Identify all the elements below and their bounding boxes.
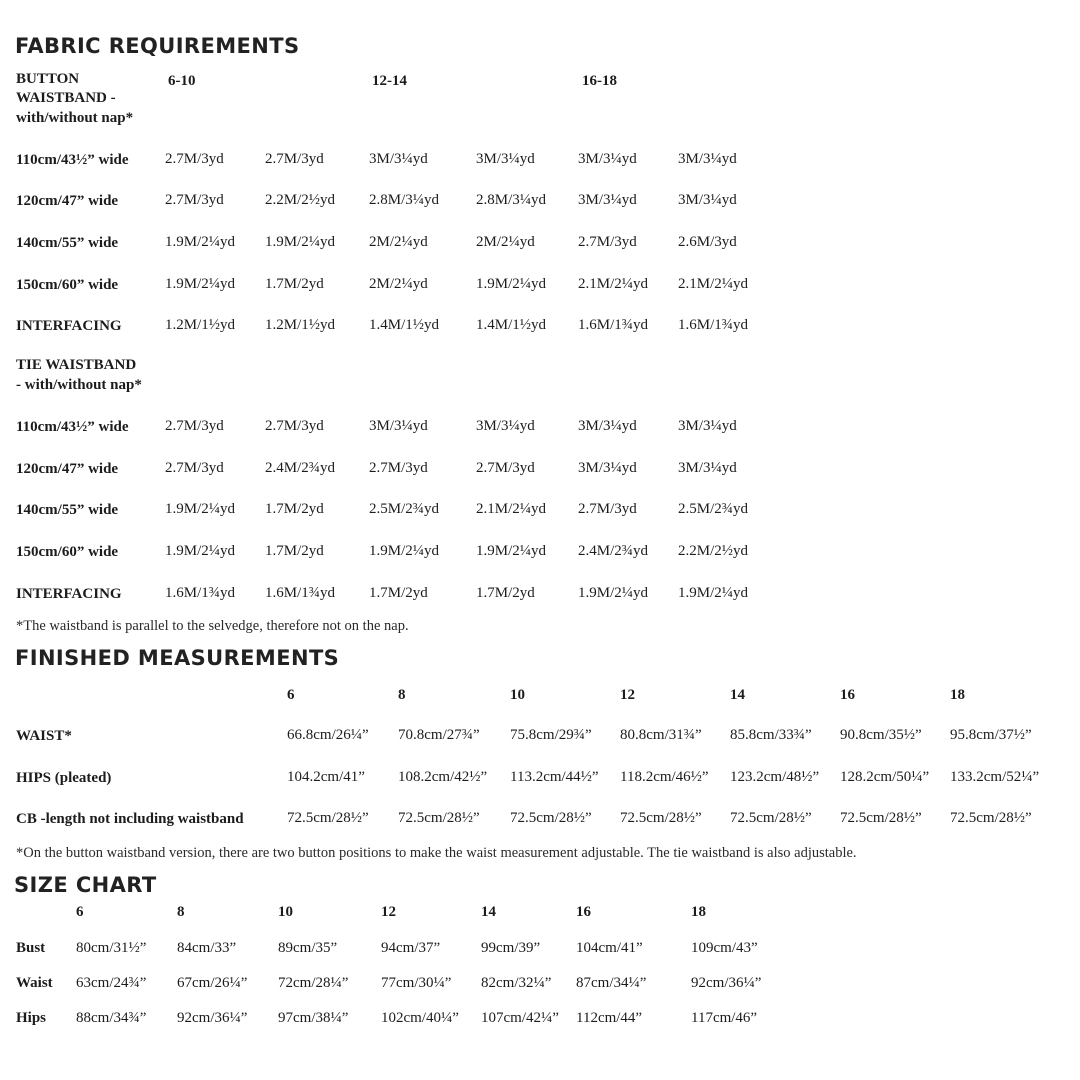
fabric-cell: 2.7M/3yd [265,151,324,167]
measurement-cell: 72.5cm/28½” [510,810,592,826]
button-waistband-label: WAISTBAND - [16,90,116,106]
size-chart-cell: 82cm/32¼” [481,975,552,991]
size-chart-cell: 104cm/41” [576,940,643,956]
measurement-cell: 90.8cm/35½” [840,727,922,743]
button-waistband-label: with/without nap* [16,110,134,126]
size-header: 10 [278,904,293,920]
fabric-cell: 3M/3¼yd [678,151,737,167]
fabric-footnote: *The waistband is parallel to the selvedge, therefore not on the nap. [16,618,409,634]
fabric-cell: 2.7M/3yd [165,192,224,208]
fabric-cell: 3M/3¼yd [578,151,637,167]
size-header: 12 [381,904,396,920]
size-chart-cell: 112cm/44” [576,1010,643,1026]
size-chart-cell: 77cm/30¼” [381,975,452,991]
fabric-row-label: 150cm/60” wide [16,277,119,293]
fabric-cell: 2M/2¼yd [369,276,428,292]
fabric-cell: 2.2M/2½yd [678,543,749,559]
fabric-cell: 2.4M/2¾yd [265,460,336,476]
fabric-cell: 1.7M/2yd [265,543,324,559]
fabric-cell: 2.2M/2½yd [265,192,336,208]
size-header: 18 [691,904,706,920]
size-header: 14 [730,687,745,703]
size-chart-cell: 72cm/28¼” [278,975,349,991]
measurement-cell: 118.2cm/46½” [620,769,709,785]
fabric-cell: 2.7M/3yd [476,460,535,476]
fabric-row-label: 150cm/60” wide [16,544,119,560]
fabric-cell: 2.5M/2¾yd [369,501,440,517]
size-chart-row-label: Hips [16,1010,47,1026]
size-header: 16 [840,687,855,703]
fabric-cell: 1.9M/2¼yd [369,543,440,559]
fabric-cell: 2.1M/2¼yd [678,276,749,292]
fabric-row-label: 140cm/55” wide [16,235,119,251]
tie-waistband-label: TIE WAISTBAND [16,357,137,373]
fabric-cell: 1.4M/1½yd [476,317,547,333]
measurement-cell: 133.2cm/52¼” [950,769,1040,785]
measurement-cell: 72.5cm/28½” [840,810,922,826]
fabric-cell: 1.7M/2yd [476,585,535,601]
measurement-row-label: WAIST* [16,728,72,744]
button-waistband-label: BUTTON [16,71,80,87]
fabric-cell: 1.9M/2¼yd [476,276,547,292]
measurement-cell: 123.2cm/48½” [730,769,820,785]
fabric-cell: 1.9M/2¼yd [165,501,236,517]
fabric-cell: 2.8M/3¼yd [476,192,547,208]
size-chart-cell: 99cm/39” [481,940,541,956]
measurement-row-label: CB -length not including waistband [16,811,244,827]
size-chart-cell: 63cm/24¾” [76,975,147,991]
measurement-cell: 80.8cm/31¾” [620,727,702,743]
size-chart-cell: 89cm/35” [278,940,338,956]
fabric-row-label: 110cm/43½” wide [16,152,129,168]
fabric-cell: 2.1M/2¼yd [476,501,547,517]
size-header: 8 [398,687,406,703]
fabric-cell: 1.9M/2¼yd [165,543,236,559]
size-chart-title: SIZE CHART [14,873,157,897]
fabric-cell: 1.9M/2¼yd [578,585,649,601]
fabric-cell: 1.9M/2¼yd [476,543,547,559]
fabric-cell: 2.7M/3yd [165,418,224,434]
size-header: 10 [510,687,525,703]
fabric-cell: 2.7M/3yd [265,418,324,434]
size-chart-cell: 67cm/26¼” [177,975,248,991]
fabric-cell: 2.4M/2¾yd [578,543,649,559]
fabric-section-title: FABRIC REQUIREMENTS [15,34,300,58]
size-header: 6 [76,904,84,920]
fabric-cell: 3M/3¼yd [578,460,637,476]
measurement-row-label: HIPS (pleated) [16,770,112,786]
measurement-cell: 72.5cm/28½” [398,810,480,826]
finished-footnote: *On the button waistband version, there are two button positions to make the waist measurement adjustable. The tie waistband is also adjustable. [16,845,857,861]
fabric-cell: 1.6M/1¾yd [578,317,649,333]
measurement-cell: 95.8cm/37½” [950,727,1032,743]
measurement-cell: 85.8cm/33¾” [730,727,812,743]
fabric-row-label: 120cm/47” wide [16,193,119,209]
fabric-cell: 3M/3¼yd [369,418,428,434]
fabric-cell: 1.4M/1½yd [369,317,440,333]
size-chart-cell: 109cm/43” [691,940,758,956]
size-header: 18 [950,687,965,703]
tie-waistband-label: - with/without nap* [16,377,142,393]
fabric-cell: 2.6M/3yd [678,234,737,250]
fabric-row-label: INTERFACING [16,586,122,602]
measurement-cell: 113.2cm/44½” [510,769,599,785]
fabric-row-label: 120cm/47” wide [16,461,119,477]
fabric-cell: 2.1M/2¼yd [578,276,649,292]
fabric-cell: 1.9M/2¼yd [265,234,336,250]
size-chart-cell: 117cm/46” [691,1010,758,1026]
measurement-cell: 70.8cm/27¾” [398,727,480,743]
fabric-cell: 3M/3¼yd [476,418,535,434]
size-chart-row-label: Waist [16,975,53,991]
size-chart-cell: 87cm/34¼” [576,975,647,991]
size-chart-cell: 92cm/36¼” [691,975,762,991]
fabric-cell: 3M/3¼yd [678,460,737,476]
fabric-row-label: INTERFACING [16,318,122,334]
size-chart-cell: 84cm/33” [177,940,237,956]
size-header: 8 [177,904,185,920]
size-chart-row-label: Bust [16,940,46,956]
fabric-cell: 1.7M/2yd [265,276,324,292]
size-header: 16 [576,904,591,920]
measurement-cell: 66.8cm/26¼” [287,727,369,743]
fabric-cell: 2.5M/2¾yd [678,501,749,517]
fabric-cell: 3M/3¼yd [578,418,637,434]
measurement-cell: 72.5cm/28½” [950,810,1032,826]
fabric-cell: 3M/3¼yd [578,192,637,208]
measurement-cell: 72.5cm/28½” [730,810,812,826]
size-chart-cell: 80cm/31½” [76,940,147,956]
measurement-cell: 75.8cm/29¾” [510,727,592,743]
fabric-cell: 1.2M/1½yd [265,317,336,333]
fabric-cell: 2.7M/3yd [578,234,637,250]
fabric-cell: 2.8M/3¼yd [369,192,440,208]
fabric-cell: 1.7M/2yd [265,501,324,517]
fabric-cell: 2.7M/3yd [369,460,428,476]
fabric-cell: 1.9M/2¼yd [165,276,236,292]
fabric-cell: 1.2M/1½yd [165,317,236,333]
fabric-cell: 2.7M/3yd [578,501,637,517]
fabric-cell: 1.6M/1¾yd [265,585,336,601]
measurement-cell: 104.2cm/41” [287,769,365,785]
measurement-cell: 108.2cm/42½” [398,769,488,785]
size-group-header: 12-14 [372,73,407,89]
fabric-cell: 1.9M/2¼yd [165,234,236,250]
fabric-cell: 3M/3¼yd [678,192,737,208]
measurement-cell: 128.2cm/50¼” [840,769,930,785]
fabric-cell: 1.6M/1¾yd [165,585,236,601]
measurement-cell: 72.5cm/28½” [287,810,369,826]
size-chart-cell: 94cm/37” [381,940,441,956]
size-header: 6 [287,687,295,703]
size-group-header: 6-10 [168,73,196,89]
size-header: 12 [620,687,635,703]
size-group-header: 16-18 [582,73,617,89]
size-chart-cell: 107cm/42¼” [481,1010,559,1026]
finished-section-title: FINISHED MEASUREMENTS [15,646,340,670]
fabric-cell: 2.7M/3yd [165,151,224,167]
fabric-cell: 2M/2¼yd [476,234,535,250]
measurement-cell: 72.5cm/28½” [620,810,702,826]
fabric-cell: 2.7M/3yd [165,460,224,476]
fabric-cell: 1.7M/2yd [369,585,428,601]
fabric-row-label: 110cm/43½” wide [16,419,129,435]
fabric-cell: 1.9M/2¼yd [678,585,749,601]
fabric-cell: 3M/3¼yd [476,151,535,167]
size-chart-cell: 88cm/34¾” [76,1010,147,1026]
fabric-cell: 2M/2¼yd [369,234,428,250]
fabric-row-label: 140cm/55” wide [16,502,119,518]
size-chart-cell: 97cm/38¼” [278,1010,349,1026]
fabric-cell: 3M/3¼yd [678,418,737,434]
fabric-cell: 1.6M/1¾yd [678,317,749,333]
size-chart-cell: 92cm/36¼” [177,1010,248,1026]
size-header: 14 [481,904,496,920]
size-chart-cell: 102cm/40¼” [381,1010,459,1026]
fabric-cell: 3M/3¼yd [369,151,428,167]
